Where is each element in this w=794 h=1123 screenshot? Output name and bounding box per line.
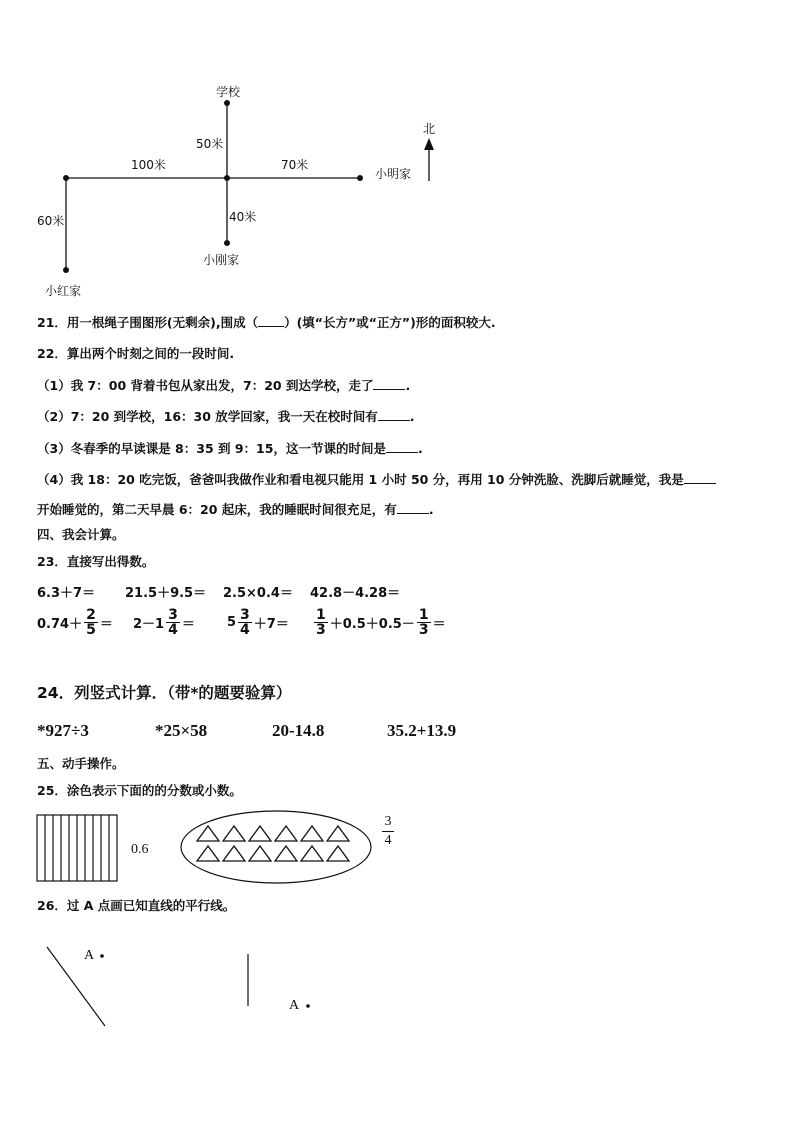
q22-item-4-text: （4）我 18：20 吃完饭，爸爸叫我做作业和看电视只能用 1 小时 50 分，再用 10 分钟洗脸、洗脚后就睡觉，我是 bbox=[37, 472, 684, 487]
q22-item-4-line2 bbox=[37, 500, 434, 518]
q23-expr-3: 2.5×0.4＝ bbox=[223, 586, 293, 601]
q22-item-1-punct: . bbox=[405, 378, 411, 393]
q25-title: 25．涂色表示下面的的分数或小数。 bbox=[37, 783, 242, 798]
q24-item-4: 35.2+13.9 bbox=[387, 721, 457, 740]
fraction-denominator: 4 bbox=[384, 833, 392, 848]
q26-point-a-dot bbox=[100, 954, 104, 958]
q22-item-2 bbox=[37, 407, 415, 425]
q21-text-after: ）(填“长方”或“正方”)形的面积较大. bbox=[284, 315, 496, 330]
fraction-denominator: 4 bbox=[168, 622, 178, 638]
q25-decimal-label: 0.6 bbox=[131, 842, 149, 857]
fraction-numerator: 1 bbox=[418, 607, 429, 623]
q23-expr-8-fraction-2 bbox=[417, 608, 431, 637]
q26-point-b-label: A bbox=[289, 998, 300, 1013]
q22-item-4-punct: . bbox=[428, 502, 434, 517]
q23-expr-6 bbox=[133, 608, 195, 637]
map-label-xiaogang: 小刚家 bbox=[203, 253, 240, 267]
fraction-denominator: 3 bbox=[316, 622, 326, 638]
q22-item-2-blank[interactable] bbox=[378, 408, 410, 421]
q23-expr-7 bbox=[227, 608, 289, 637]
q26-diagonal-line bbox=[47, 947, 105, 1026]
map-label-north: 北 bbox=[423, 122, 436, 136]
q23-expr-6-pre: 2－1 bbox=[133, 617, 165, 632]
map-label-40m: 40米 bbox=[229, 210, 257, 224]
q22-item-1-blank[interactable] bbox=[373, 377, 405, 390]
q22-item-1 bbox=[37, 376, 410, 394]
q23-expr-7-pre: 5 bbox=[227, 615, 237, 630]
q26-point-a-label: A bbox=[84, 948, 95, 963]
map-label-100m: 100米 bbox=[131, 158, 166, 172]
q23-expr-7-post: ＋7＝ bbox=[253, 617, 289, 632]
q23-expr-2: 21.5＋9.5＝ bbox=[125, 586, 207, 601]
q22-item-4-blank-b[interactable] bbox=[397, 501, 429, 514]
q23-expr-5-fraction bbox=[84, 608, 98, 637]
fraction-denominator: 5 bbox=[86, 622, 96, 638]
q26-title: 26．过 A 点画已知直线的平行线。 bbox=[37, 898, 236, 913]
q22-title: 22．算出两个时刻之间的一段时间. bbox=[37, 346, 235, 361]
map-label-school: 学校 bbox=[216, 85, 241, 99]
q26-lines-figure[interactable] bbox=[0, 930, 340, 1040]
q24-item-3: 20-14.8 bbox=[272, 721, 325, 740]
q23-expr-8 bbox=[312, 608, 446, 637]
q25-fraction bbox=[382, 815, 394, 848]
fraction-denominator: 3 bbox=[418, 622, 429, 638]
q23-expr-5-post: ＝ bbox=[99, 617, 113, 632]
fraction-numerator: 3 bbox=[384, 814, 392, 829]
map-dot-xiaogang bbox=[224, 240, 230, 246]
q24-title: 24．列竖式计算．（带*的题要验算） bbox=[37, 684, 292, 702]
q23-expr-4: 42.8－4.28＝ bbox=[310, 586, 401, 601]
map-label-70m: 70米 bbox=[281, 158, 309, 172]
direction-map bbox=[0, 0, 794, 310]
q22-item-4-line2-text: 开始睡觉的，第二天早晨 6：20 起床，我的睡眠时间很充足，有 bbox=[37, 502, 397, 517]
fraction-numerator: 3 bbox=[168, 607, 178, 623]
q22-item-2-text: （2）7：20 到学校，16：30 放学回家，我一天在校时间有 bbox=[37, 409, 378, 424]
fraction-numerator: 2 bbox=[86, 607, 96, 623]
section-5-heading: 五、动手操作。 bbox=[37, 756, 125, 771]
fraction-numerator: 3 bbox=[240, 607, 250, 623]
q21-text-before: 21．用一根绳子围图形(无剩余),围成（ bbox=[37, 315, 259, 330]
q23-expr-5 bbox=[37, 608, 113, 637]
q23-expr-6-fraction bbox=[166, 608, 180, 637]
q23-expr-6-post: ＝ bbox=[181, 617, 195, 632]
q23-title: 23．直接写出得数。 bbox=[37, 554, 155, 569]
q22-item-2-punct: . bbox=[409, 409, 415, 424]
q24-item-1: *927÷3 bbox=[37, 721, 89, 740]
q23-expr-8-post: ＝ bbox=[432, 617, 446, 632]
q25-striped-rectangle[interactable] bbox=[36, 814, 122, 886]
q22-item-3-text: （3）冬春季的早读课是 8：35 到 9：15，这一节课的时间是 bbox=[37, 441, 386, 456]
map-dot-xiaoming bbox=[357, 175, 363, 181]
q23-expr-7-fraction bbox=[238, 608, 252, 637]
map-dot-corner bbox=[63, 175, 69, 181]
q25-triangle-ellipse[interactable] bbox=[178, 807, 376, 887]
q23-expr-1: 6.3＋7＝ bbox=[37, 586, 96, 601]
q23-expr-5-pre: 0.74＋ bbox=[37, 617, 83, 632]
q26-point-b-dot bbox=[306, 1004, 310, 1008]
map-label-xiaoming: 小明家 bbox=[375, 167, 412, 181]
q22-item-1-text: （1）我 7：00 背着书包从家出发，7：20 到达学校，走了 bbox=[37, 378, 374, 393]
q22-item-3-blank[interactable] bbox=[386, 440, 418, 453]
map-dot-xiaohong bbox=[63, 267, 69, 273]
map-dot-school bbox=[224, 100, 230, 106]
map-label-50m: 50米 bbox=[196, 137, 224, 151]
q22-item-3 bbox=[37, 439, 423, 457]
q22-item-4 bbox=[37, 470, 716, 488]
map-label-xiaohong: 小红家 bbox=[45, 284, 82, 298]
question-21 bbox=[37, 313, 496, 331]
fraction-numerator: 1 bbox=[316, 607, 326, 623]
q24-item-2: *25×58 bbox=[155, 721, 208, 740]
north-arrow-icon bbox=[424, 138, 434, 150]
q21-answer-blank[interactable] bbox=[258, 314, 284, 327]
q23-expr-8-mid: ＋0.5＋0.5－ bbox=[329, 617, 415, 632]
map-label-60m: 60米 bbox=[37, 214, 65, 228]
section-4-heading: 四、我会计算。 bbox=[37, 527, 125, 542]
q22-item-4-blank-a[interactable] bbox=[684, 471, 716, 484]
q23-expr-8-fraction-1 bbox=[314, 608, 328, 637]
map-dot-center bbox=[224, 175, 230, 181]
fraction-denominator: 4 bbox=[240, 622, 250, 638]
q22-item-3-punct: . bbox=[417, 441, 423, 456]
